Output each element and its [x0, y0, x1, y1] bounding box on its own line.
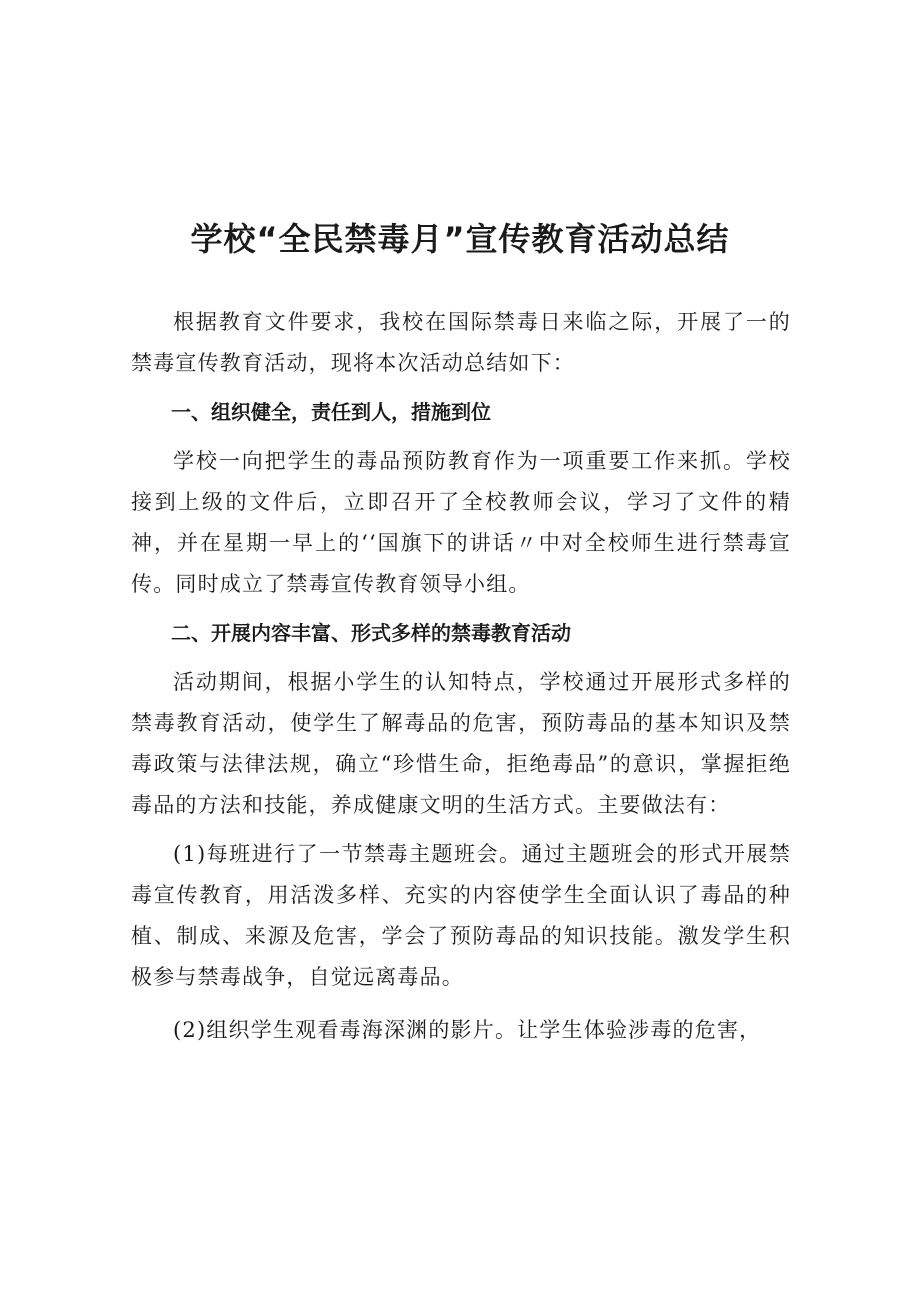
section-2-heading: 二、开展内容丰富、形式多样的禁毒教育活动	[171, 621, 571, 645]
list-item-1: (1)每班进行了一节禁毒主题班会。通过主题班会的形式开展禁毒宣传教育，用活泼多样、充实的内容使学生全面认识了毒品的种植、制成、来源及危害，学会了预防毒品的知识技能。激发学生积极参与禁毒战争，自觉远离毒品。	[131, 842, 791, 989]
document-body	[131, 302, 791, 1051]
section-2-paragraph: 活动期间，根据小学生的认知特点，学校通过开展形式多样的禁毒教育活动，使学生了解毒品的危害，预防毒品的基本知识及禁毒政策与法律法规，确立“珍惜生命，拒绝毒品”的意识，掌握拒绝毒品的方法和技能，养成健康文明的生活方式。主要做法有：	[131, 670, 791, 817]
section-1-paragraph: 学校一向把学生的毒品预防教育作为一项重要工作来抓。学校接到上级的文件后，立即召开了全校教师会议，学习了文件的精神，并在星期一早上的‘‘国旗下的讲话〃中对全校师生进行禁毒宣传。同时成立了禁毒宣传教育领导小组。	[131, 449, 791, 596]
intro-paragraph: 根据教育文件要求，我校在国际禁毒日来临之际，开展了一的禁毒宣传教育活动，现将本次活动总结如下：	[131, 310, 791, 375]
document-title: 学校“全民禁毒月”宣传教育活动总结	[190, 220, 730, 258]
list-item-2: (2)组织学生观看毒海深渊的影片。让学生体验涉毒的危害，	[173, 1018, 762, 1042]
section-1-heading: 一、组织健全，责任到人，措施到位	[171, 400, 491, 424]
